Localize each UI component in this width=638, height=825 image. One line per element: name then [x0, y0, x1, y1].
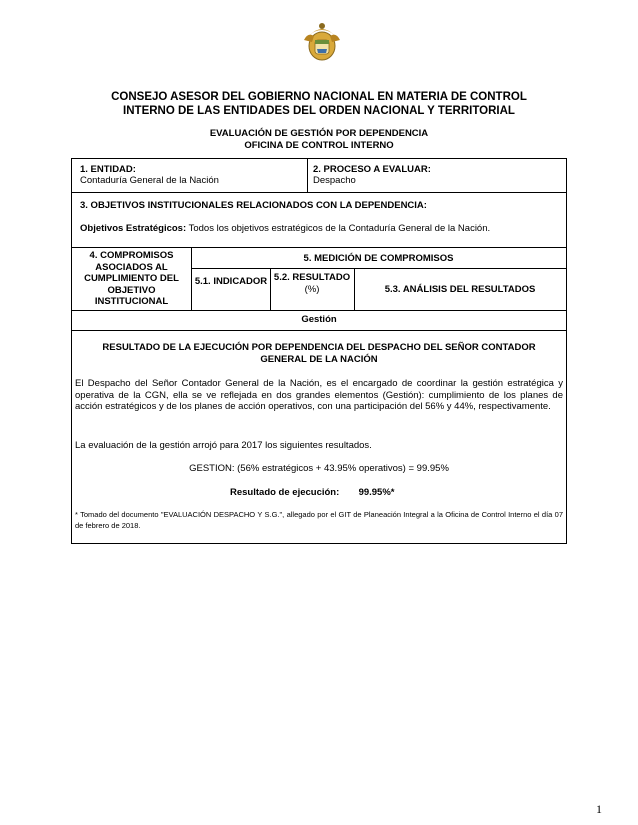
page-number: 1	[596, 802, 602, 816]
evaluation-form	[71, 158, 567, 544]
document-title	[40, 90, 598, 118]
result-paragraph-1: El Despacho del Señor Contador General de la Nación, es el encargado de coordinar la gestión estratégica y operativa de la CGN, ella se ve reflejada en dos grandes elementos (Gestión): cumplimiento de los planes de acción estratégicos y de los planes de acción operativos, con una participación del 56% y 44%, respectivamente.	[75, 378, 563, 412]
objetivos-text	[80, 223, 560, 234]
resultado-header	[272, 272, 352, 295]
document-subtitle	[40, 128, 598, 152]
analisis-header: 5.3. ANÁLISIS DEL RESULTADOS	[384, 284, 536, 295]
objetivos-label: 3. OBJETIVOS INSTITUCIONALES RELACIONADOS CON LA DEPENDENCIA:	[80, 200, 427, 211]
subtitle-line-1: EVALUACIÓN DE GESTIÓN POR DEPENDENCIA	[209, 128, 429, 139]
proceso-label: 2. PROCESO A EVALUAR:	[313, 164, 431, 175]
subtitle-line-2: OFICINA DE CONTROL INTERNO	[244, 140, 394, 151]
footnote: * Tomado del documento "EVALUACIÓN DESPACHO Y S.G.", allegado por el GIT de Planeación Integral a la Oficina de Control Interno el día 07 de febrero de 2018.	[75, 510, 563, 530]
execution-label: Resultado de ejecución:	[230, 487, 340, 498]
coat-of-arms-icon	[300, 20, 344, 64]
medicion-label: 5. MEDICIÓN DE COMPROMISOS	[303, 253, 454, 264]
title-line-2: INTERNO DE LAS ENTIDADES DEL ORDEN NACIONAL Y TERRITORIAL	[123, 105, 515, 117]
objetivos-estrategicos-value: Todos los objetivos estratégicos de la Contaduría General de la Nación.	[186, 223, 491, 234]
indicador-header: 5.1. INDICADOR	[194, 276, 268, 287]
title-line-1: CONSEJO ASESOR DEL GOBIERNO NACIONAL EN MATERIA DE CONTROL	[111, 91, 527, 103]
proceso-cell	[313, 164, 563, 186]
resultado-unit: (%)	[304, 283, 320, 295]
execution-value: 99.95%*	[358, 487, 395, 498]
objetivos-estrategicos-label: Objetivos Estratégicos:	[80, 223, 187, 234]
entidad-value: Contaduría General de la Nación	[80, 175, 219, 186]
compromisos-label: 4. COMPROMISOS ASOCIADOS AL CUMPLIMIENTO DEL OBJETIVO INSTITUCIONAL	[84, 250, 179, 307]
entidad-cell	[80, 164, 305, 186]
proceso-value: Despacho	[313, 175, 356, 186]
gestion-label: Gestión	[301, 314, 337, 325]
entidad-label: 1. ENTIDAD:	[80, 164, 136, 175]
result-heading: RESULTADO DE LA EJECUCIÓN POR DEPENDENCIA DEL DESPACHO DEL SEÑOR CONTADOR GENERAL DE LA NACIÓN	[102, 342, 536, 365]
result-formula: GESTION: (56% estratégicos + 43.95% operativos) = 99.95%	[189, 463, 449, 474]
result-paragraph-2: La evaluación de la gestión arrojó para 2017 los siguientes resultados.	[75, 440, 372, 451]
execution-result	[230, 487, 530, 498]
resultado-label: 5.2. RESULTADO	[273, 272, 351, 283]
